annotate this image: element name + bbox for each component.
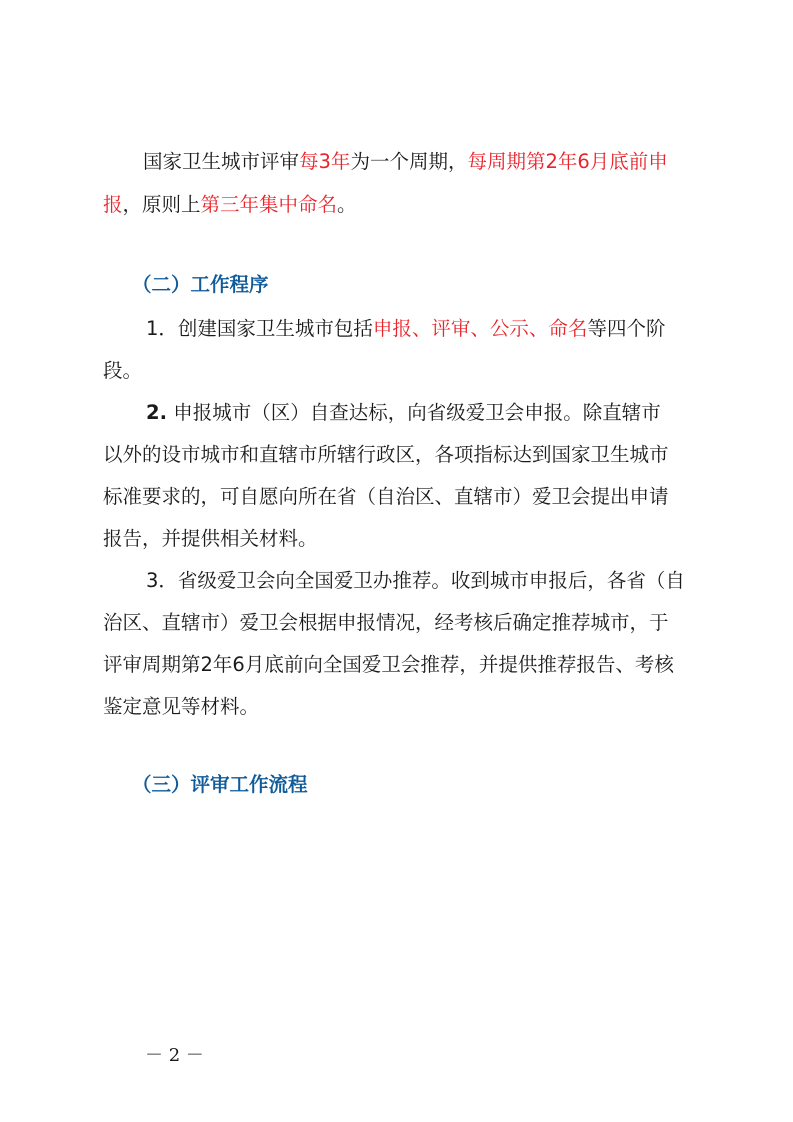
item-text: 1．创建国家卫生城市包括 [146, 317, 373, 340]
section-heading-review-workflow: （三）评审工作流程 [132, 773, 308, 796]
item-2-number: 2. [146, 401, 167, 424]
item-1-stages-emphasis: 申报、评审、公示、命名 [372, 317, 588, 340]
intro-text: ，原则上 [122, 193, 201, 216]
item-1-line-2: 段。 [103, 359, 143, 382]
item-text: 申报城市（区）自查达标，向省级爱卫会申报。除直辖市 [173, 401, 661, 424]
item-3-line-4: 鉴定意见等材料。 [103, 695, 260, 718]
section-heading-work-procedure: （二）工作程序 [132, 273, 269, 296]
item-1-line-1 [146, 317, 665, 341]
item-3-line-1: 3．省级爱卫会向全国爱卫办推荐。收到城市申报后，各省（自 [146, 569, 685, 592]
item-2-line-2: 以外的设市城市和直辖市所辖行政区，各项指标达到国家卫生城市 [103, 443, 669, 466]
intro-emphasis-cycle: 每3年 [299, 150, 351, 173]
item-2-line-4: 报告，并提供相关材料。 [103, 527, 318, 550]
page-number: － 2 － [145, 1045, 204, 1066]
item-2-line-1 [146, 401, 661, 425]
intro-line-1 [143, 150, 668, 174]
intro-text: 。 [337, 193, 357, 216]
intro-text: 国家卫生城市评审 [143, 150, 300, 173]
intro-line-2 [103, 193, 357, 217]
intro-text: 为一个周期， [350, 150, 468, 173]
intro-emphasis-naming: 第三年集中命名 [200, 193, 338, 216]
item-text: 等四个阶 [587, 317, 666, 340]
intro-emphasis-report: 报 [103, 193, 123, 216]
item-3-line-2: 治区、直辖市）爱卫会根据申报情况，经考核后确定推荐城市，于 [103, 611, 669, 634]
intro-emphasis-deadline: 每周期第2年6月底前申 [467, 150, 668, 173]
item-3-line-3: 评审周期第2年6月底前向全国爱卫会推荐，并提供推荐报告、考核 [103, 653, 674, 676]
item-2-line-3: 标准要求的，可自愿向所在省（自治区、直辖市）爱卫会提出申请 [103, 485, 669, 508]
